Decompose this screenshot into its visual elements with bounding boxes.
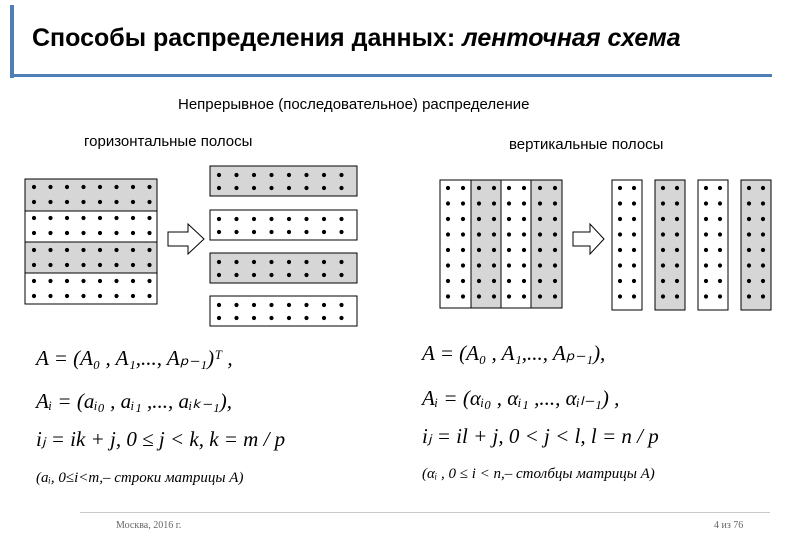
matrix-element-dot: [538, 248, 542, 252]
vertical-stripes-separated: [612, 180, 771, 310]
matrix-element-dot: [304, 186, 308, 190]
matrix-element-dot: [632, 186, 636, 190]
matrix-element-dot: [252, 186, 256, 190]
matrix-element-dot: [492, 294, 496, 298]
matrix-element-dot: [269, 230, 273, 234]
matrix-element-dot: [234, 316, 238, 320]
matrix-element-dot: [461, 248, 465, 252]
matrix-element-dot: [761, 186, 765, 190]
matrix-element-dot: [761, 263, 765, 267]
matrix-element-dot: [269, 316, 273, 320]
matrix-element-dot: [98, 263, 102, 267]
matrix-element-dot: [704, 248, 708, 252]
matrix-element-dot: [147, 294, 151, 298]
matrix-element-dot: [704, 263, 708, 267]
matrix-element-dot: [538, 279, 542, 283]
matrix-element-dot: [718, 263, 722, 267]
matrix-element-dot: [252, 303, 256, 307]
matrix-element-dot: [632, 263, 636, 267]
matrix-element-dot: [477, 186, 481, 190]
matrix-element-dot: [718, 232, 722, 236]
matrix-element-dot: [339, 230, 343, 234]
matrix-element-dot: [718, 186, 722, 190]
matrix-element-dot: [446, 248, 450, 252]
matrix-element-dot: [477, 279, 481, 283]
formula-right-4: (αᵢ , 0 ≤ i < n,– столбцы матрицы A): [422, 466, 655, 482]
matrix-element-dot: [234, 217, 238, 221]
matrix-element-dot: [98, 231, 102, 235]
matrix-element-dot: [81, 185, 85, 189]
matrix-element-dot: [704, 232, 708, 236]
matrix-element-dot: [304, 273, 308, 277]
matrix-element-dot: [632, 248, 636, 252]
formula-left-3: iⱼ = ik + j, 0 ≤ j < k, k = m / p: [36, 427, 286, 451]
matrix-element-dot: [32, 294, 36, 298]
vertical-matrix: [440, 180, 562, 308]
matrix-element-dot: [618, 263, 622, 267]
matrix-element-dot: [234, 186, 238, 190]
page-title-regular: Способы распределения данных:: [32, 24, 463, 52]
matrix-element-dot: [747, 232, 751, 236]
matrix-element-dot: [48, 185, 52, 189]
matrix-element-dot: [322, 230, 326, 234]
matrix-element-dot: [461, 186, 465, 190]
matrix-element-dot: [269, 273, 273, 277]
matrix-element-dot: [661, 294, 665, 298]
matrix-element-dot: [131, 231, 135, 235]
matrix-element-dot: [269, 260, 273, 264]
matrix-element-dot: [507, 294, 511, 298]
matrix-element-dot: [98, 294, 102, 298]
matrix-element-dot: [507, 201, 511, 205]
matrix-element-dot: [446, 201, 450, 205]
matrix-element-dot: [522, 263, 526, 267]
matrix-element-dot: [217, 217, 221, 221]
matrix-element-dot: [446, 186, 450, 190]
matrix-element-dot: [322, 217, 326, 221]
matrix-element-dot: [81, 279, 85, 283]
matrix-element-dot: [553, 279, 557, 283]
matrix-element-dot: [538, 201, 542, 205]
matrix-element-dot: [538, 232, 542, 236]
matrix-element-dot: [339, 260, 343, 264]
matrix-element-dot: [269, 303, 273, 307]
matrix-element-dot: [618, 201, 622, 205]
matrix-element-dot: [304, 173, 308, 177]
matrix-element-dot: [661, 248, 665, 252]
matrix-element-dot: [461, 279, 465, 283]
matrix-element-dot: [675, 263, 679, 267]
matrix-element-dot: [747, 248, 751, 252]
matrix-element-dot: [287, 186, 291, 190]
matrix-element-dot: [704, 186, 708, 190]
matrix-element-dot: [48, 216, 52, 220]
matrix-element-dot: [217, 260, 221, 264]
matrix-element-dot: [81, 294, 85, 298]
matrix-element-dot: [131, 279, 135, 283]
matrix-element-dot: [147, 216, 151, 220]
matrix-element-dot: [234, 173, 238, 177]
matrix-element-dot: [131, 248, 135, 252]
matrix-element-dot: [98, 248, 102, 252]
matrix-element-dot: [522, 248, 526, 252]
matrix-element-dot: [147, 263, 151, 267]
matrix-element-dot: [217, 230, 221, 234]
matrix-element-dot: [461, 217, 465, 221]
matrix-element-dot: [287, 316, 291, 320]
matrix-element-dot: [492, 232, 496, 236]
matrix-element-dot: [217, 186, 221, 190]
matrix-element-dot: [339, 217, 343, 221]
matrix-element-dot: [81, 216, 85, 220]
matrix-element-dot: [761, 201, 765, 205]
matrix-element-dot: [147, 279, 151, 283]
matrix-element-dot: [477, 248, 481, 252]
matrix-element-dot: [252, 273, 256, 277]
matrix-element-dot: [304, 303, 308, 307]
matrix-element-dot: [507, 232, 511, 236]
matrix-element-dot: [65, 279, 69, 283]
footer-divider: [80, 512, 770, 513]
matrix-element-dot: [446, 294, 450, 298]
matrix-element-dot: [131, 216, 135, 220]
matrix-element-dot: [234, 273, 238, 277]
matrix-element-dot: [65, 231, 69, 235]
matrix-element-dot: [461, 263, 465, 267]
matrix-element-dot: [675, 248, 679, 252]
matrix-element-dot: [632, 294, 636, 298]
matrix-element-dot: [98, 279, 102, 283]
horizontal-stripes-label: горизонтальные полосы: [84, 133, 253, 150]
matrix-element-dot: [632, 201, 636, 205]
matrix-element-dot: [131, 200, 135, 204]
matrix-element-dot: [747, 279, 751, 283]
matrix-element-dot: [618, 294, 622, 298]
matrix-element-dot: [114, 200, 118, 204]
matrix-element-dot: [661, 279, 665, 283]
matrix-element-dot: [339, 173, 343, 177]
matrix-element-dot: [477, 217, 481, 221]
matrix-element-dot: [492, 201, 496, 205]
horizontal-matrix: [25, 179, 157, 304]
matrix-element-dot: [304, 217, 308, 221]
matrix-element-dot: [522, 201, 526, 205]
page-title-italic: ленточная схема: [462, 24, 681, 52]
matrix-element-dot: [553, 186, 557, 190]
matrix-element-dot: [538, 263, 542, 267]
matrix-element-dot: [217, 303, 221, 307]
matrix-element-dot: [32, 263, 36, 267]
diagram-subtitle: Непрерывное (последовательное) распределение: [178, 96, 530, 113]
matrix-element-dot: [718, 201, 722, 205]
matrix-element-dot: [492, 186, 496, 190]
matrix-element-dot: [747, 263, 751, 267]
matrix-element-dot: [675, 279, 679, 283]
matrix-element-dot: [32, 200, 36, 204]
matrix-element-dot: [339, 273, 343, 277]
matrix-element-dot: [32, 216, 36, 220]
matrix-element-dot: [32, 248, 36, 252]
matrix-element-dot: [553, 248, 557, 252]
matrix-element-dot: [147, 231, 151, 235]
footer-location-date: Москва, 2016 г.: [116, 520, 182, 531]
matrix-element-dot: [675, 186, 679, 190]
matrix-element-dot: [114, 294, 118, 298]
matrix-element-dot: [538, 186, 542, 190]
matrix-element-dot: [446, 263, 450, 267]
matrix-element-dot: [65, 294, 69, 298]
matrix-element-dot: [747, 201, 751, 205]
matrix-element-dot: [322, 273, 326, 277]
matrix-element-dot: [675, 232, 679, 236]
matrix-element-dot: [304, 316, 308, 320]
matrix-element-dot: [761, 279, 765, 283]
page-number: 4 из 76: [714, 520, 744, 531]
matrix-element-dot: [217, 173, 221, 177]
matrix-element-dot: [322, 173, 326, 177]
matrix-element-dot: [675, 217, 679, 221]
matrix-element-dot: [747, 294, 751, 298]
matrix-element-dot: [131, 185, 135, 189]
matrix-element-dot: [147, 200, 151, 204]
matrix-element-dot: [632, 279, 636, 283]
matrix-element-dot: [461, 201, 465, 205]
matrix-element-dot: [48, 248, 52, 252]
matrix-element-dot: [632, 232, 636, 236]
matrix-element-dot: [322, 303, 326, 307]
horizontal-stripes-separated: [210, 166, 357, 326]
matrix-element-dot: [114, 263, 118, 267]
matrix-element-dot: [522, 232, 526, 236]
matrix-element-dot: [761, 217, 765, 221]
matrix-element-dot: [48, 279, 52, 283]
matrix-element-dot: [446, 217, 450, 221]
matrix-element-dot: [322, 260, 326, 264]
matrix-element-dot: [252, 230, 256, 234]
matrix-element-dot: [446, 279, 450, 283]
matrix-element-dot: [304, 230, 308, 234]
matrix-element-dot: [538, 294, 542, 298]
matrix-element-dot: [507, 263, 511, 267]
matrix-element-dot: [704, 279, 708, 283]
formula-left-1: A = (A₀ , A₁,..., Aₚ₋₁)ᵀ ,: [36, 346, 233, 370]
matrix-element-dot: [522, 279, 526, 283]
vertical-stripes-label: вертикальные полосы: [509, 136, 664, 153]
matrix-element-dot: [618, 248, 622, 252]
matrix-element-dot: [507, 217, 511, 221]
matrix-element-dot: [322, 316, 326, 320]
matrix-element-dot: [252, 316, 256, 320]
matrix-element-dot: [339, 303, 343, 307]
matrix-element-dot: [477, 263, 481, 267]
matrix-element-dot: [761, 294, 765, 298]
matrix-element-dot: [234, 230, 238, 234]
matrix-element-dot: [522, 186, 526, 190]
matrix-element-dot: [98, 185, 102, 189]
matrix-element-dot: [252, 217, 256, 221]
matrix-element-dot: [269, 186, 273, 190]
matrix-element-dot: [632, 217, 636, 221]
matrix-element-dot: [339, 186, 343, 190]
matrix-element-dot: [269, 173, 273, 177]
matrix-element-dot: [553, 294, 557, 298]
matrix-element-dot: [98, 200, 102, 204]
matrix-element-dot: [675, 201, 679, 205]
matrix-element-dot: [287, 230, 291, 234]
matrix-element-dot: [538, 217, 542, 221]
matrix-element-dot: [287, 173, 291, 177]
right-arrow-icon: [168, 224, 204, 254]
matrix-element-dot: [98, 216, 102, 220]
matrix-element-dot: [217, 316, 221, 320]
matrix-element-dot: [304, 260, 308, 264]
matrix-element-dot: [477, 294, 481, 298]
matrix-element-dot: [618, 217, 622, 221]
formula-left-2: Aᵢ = (aᵢ₀ , aᵢ₁ ,..., aᵢₖ₋₁),: [36, 389, 232, 413]
matrix-element-dot: [65, 248, 69, 252]
matrix-element-dot: [48, 200, 52, 204]
matrix-element-dot: [287, 260, 291, 264]
matrix-element-dot: [661, 263, 665, 267]
matrix-element-dot: [131, 294, 135, 298]
matrix-element-dot: [492, 248, 496, 252]
matrix-element-dot: [507, 279, 511, 283]
matrix-element-dot: [217, 273, 221, 277]
matrix-element-dot: [147, 185, 151, 189]
matrix-element-dot: [661, 201, 665, 205]
matrix-element-dot: [114, 185, 118, 189]
matrix-element-dot: [522, 217, 526, 221]
matrix-element-dot: [114, 216, 118, 220]
matrix-element-dot: [65, 185, 69, 189]
matrix-element-dot: [553, 263, 557, 267]
matrix-element-dot: [65, 200, 69, 204]
matrix-element-dot: [252, 260, 256, 264]
matrix-element-dot: [522, 294, 526, 298]
matrix-element-dot: [322, 186, 326, 190]
matrix-element-dot: [48, 294, 52, 298]
matrix-element-dot: [618, 186, 622, 190]
matrix-element-dot: [477, 201, 481, 205]
matrix-element-dot: [675, 294, 679, 298]
matrix-element-dot: [131, 263, 135, 267]
matrix-element-dot: [507, 186, 511, 190]
matrix-element-dot: [747, 186, 751, 190]
matrix-element-dot: [269, 217, 273, 221]
matrix-element-dot: [114, 248, 118, 252]
matrix-element-dot: [704, 201, 708, 205]
formula-right-3: iⱼ = il + j, 0 < j < l, l = n / p: [422, 424, 659, 448]
matrix-element-dot: [114, 231, 118, 235]
matrix-element-dot: [81, 248, 85, 252]
matrix-element-dot: [618, 232, 622, 236]
matrix-element-dot: [704, 294, 708, 298]
matrix-element-dot: [234, 260, 238, 264]
matrix-element-dot: [81, 263, 85, 267]
matrix-element-dot: [661, 186, 665, 190]
matrix-element-dot: [477, 232, 481, 236]
formula-right-2: Aᵢ = (αᵢ₀ , αᵢ₁ ,..., αᵢₗ₋₁) ,: [422, 386, 620, 410]
matrix-element-dot: [492, 263, 496, 267]
matrix-element-dot: [618, 279, 622, 283]
matrix-element-dot: [32, 279, 36, 283]
matrix-element-dot: [553, 217, 557, 221]
matrix-element-dot: [81, 200, 85, 204]
matrix-element-dot: [65, 263, 69, 267]
matrix-element-dot: [252, 173, 256, 177]
matrix-element-dot: [147, 248, 151, 252]
matrix-element-dot: [287, 273, 291, 277]
matrix-element-dot: [718, 248, 722, 252]
matrix-element-dot: [661, 232, 665, 236]
matrix-element-dot: [761, 248, 765, 252]
matrix-element-dot: [114, 279, 118, 283]
matrix-element-dot: [32, 185, 36, 189]
matrix-element-dot: [81, 231, 85, 235]
matrix-element-dot: [287, 217, 291, 221]
matrix-element-dot: [461, 294, 465, 298]
matrix-element-dot: [704, 217, 708, 221]
matrix-element-dot: [32, 231, 36, 235]
matrix-element-dot: [492, 279, 496, 283]
matrix-element-dot: [553, 232, 557, 236]
formula-right-1: A = (A₀ , A₁,..., Aₚ₋₁),: [422, 341, 606, 365]
matrix-element-dot: [48, 231, 52, 235]
matrix-element-dot: [761, 232, 765, 236]
matrix-element-dot: [65, 216, 69, 220]
matrix-element-dot: [718, 279, 722, 283]
right-arrow-icon: [573, 224, 604, 254]
matrix-element-dot: [553, 201, 557, 205]
formula-left-4: (aᵢ, 0≤i<m,– строки матрицы A): [36, 470, 244, 486]
matrix-element-dot: [48, 263, 52, 267]
matrix-element-dot: [747, 217, 751, 221]
matrix-element-dot: [461, 232, 465, 236]
matrix-element-dot: [234, 303, 238, 307]
matrix-element-dot: [492, 217, 496, 221]
matrix-element-dot: [339, 316, 343, 320]
matrix-element-dot: [661, 217, 665, 221]
matrix-element-dot: [287, 303, 291, 307]
matrix-element-dot: [718, 217, 722, 221]
matrix-element-dot: [718, 294, 722, 298]
matrix-element-dot: [507, 248, 511, 252]
matrix-element-dot: [446, 232, 450, 236]
